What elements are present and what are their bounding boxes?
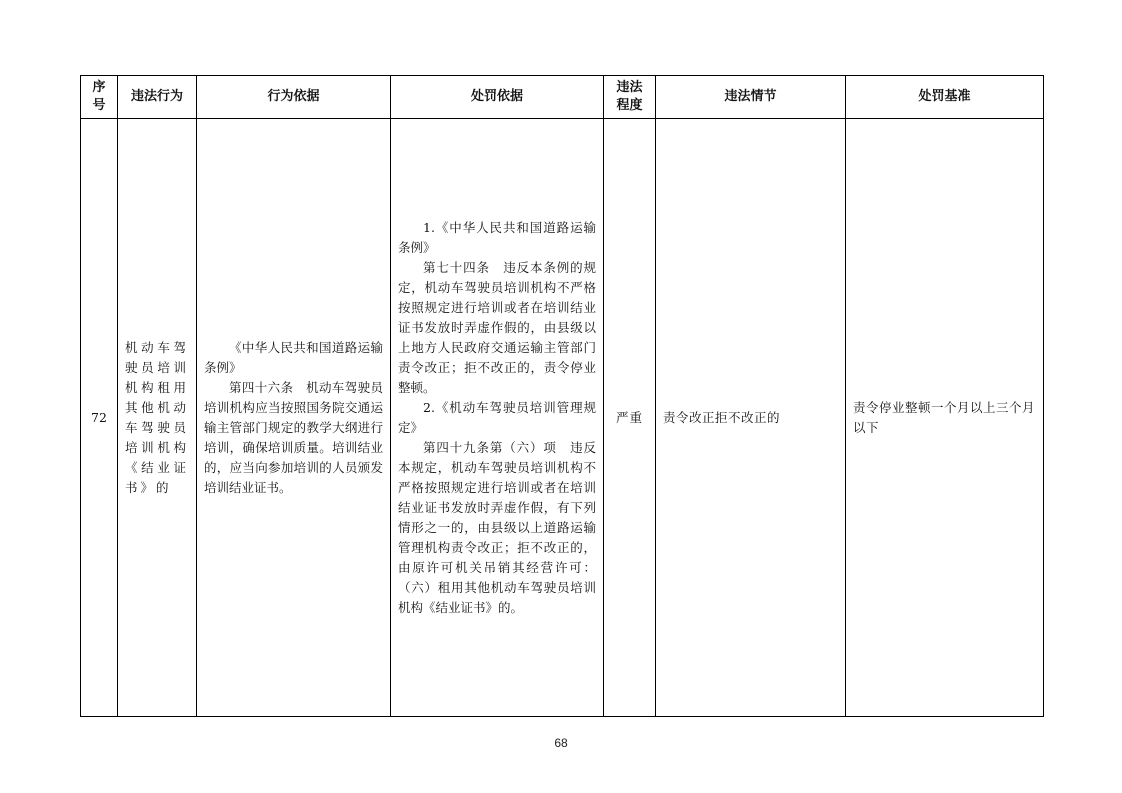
penalty-basis-article-2: 第四十九条第（六）项 违反本规定，机动车驾驶员培训机构不严格按照规定进行培训或者在培训结业证书发放时弄虚作假，有下列情形之一的，由县级以上道路运输管理机构责令改正；拒不改正的，由原许可机关吊销其经营许可：（六）租用其他机动车驾驶员培训机构《结业证书》的。 [398,439,596,615]
penalty-table [80,75,1044,717]
basis-article: 第四十六条 机动车驾驶员培训机构应当按照国务院交通运输主管部门规定的教学大纲进行培训，确保培训质量。培训结业的，应当向参加培训的人员颁发培训结业证书。 [204,379,383,495]
basis-law-title: 《中华人民共和国道路运输条例》 [204,339,383,375]
row-violation-level: 严重 [604,119,656,717]
header-penalty-basis: 处罚依据 [391,76,604,119]
row-serial-number: 72 [81,119,118,717]
penalty-basis-law-2: 2.《机动车驾驶员培训管理规定》 [398,399,596,435]
row-behavior-basis [197,119,391,717]
header-violation-circumstance: 违法情节 [656,76,846,119]
row-penalty-basis [391,119,604,717]
header-penalty-standard: 处罚基准 [846,76,1044,119]
page-number: 68 [554,736,568,750]
row-violation: 机动车驾驶员培训机构租用其他机动车驾驶员培训机构《结业证书》的 [118,119,197,717]
penalty-basis-article-1: 第七十四条 违反本条例的规定，机动车驾驶员培训机构不严格按照规定进行培训或者在培训结业证书发放时弄虚作假的，由县级以上地方人民政府交通运输主管部门责令改正；拒不改正的，责令停业整顿。 [398,259,596,395]
header-serial-number: 序号 [81,76,118,119]
header-violation-level: 违法程度 [604,76,656,119]
row-violation-circumstance: 责令改正拒不改正的 [656,119,846,717]
header-violation: 违法行为 [118,76,197,119]
header-row [81,76,1044,119]
header-behavior-basis: 行为依据 [197,76,391,119]
penalty-basis-law-1: 1.《中华人民共和国道路运输条例》 [398,219,596,255]
table-row [81,119,1044,717]
row-penalty-standard: 责令停业整顿一个月以上三个月以下 [846,119,1044,717]
